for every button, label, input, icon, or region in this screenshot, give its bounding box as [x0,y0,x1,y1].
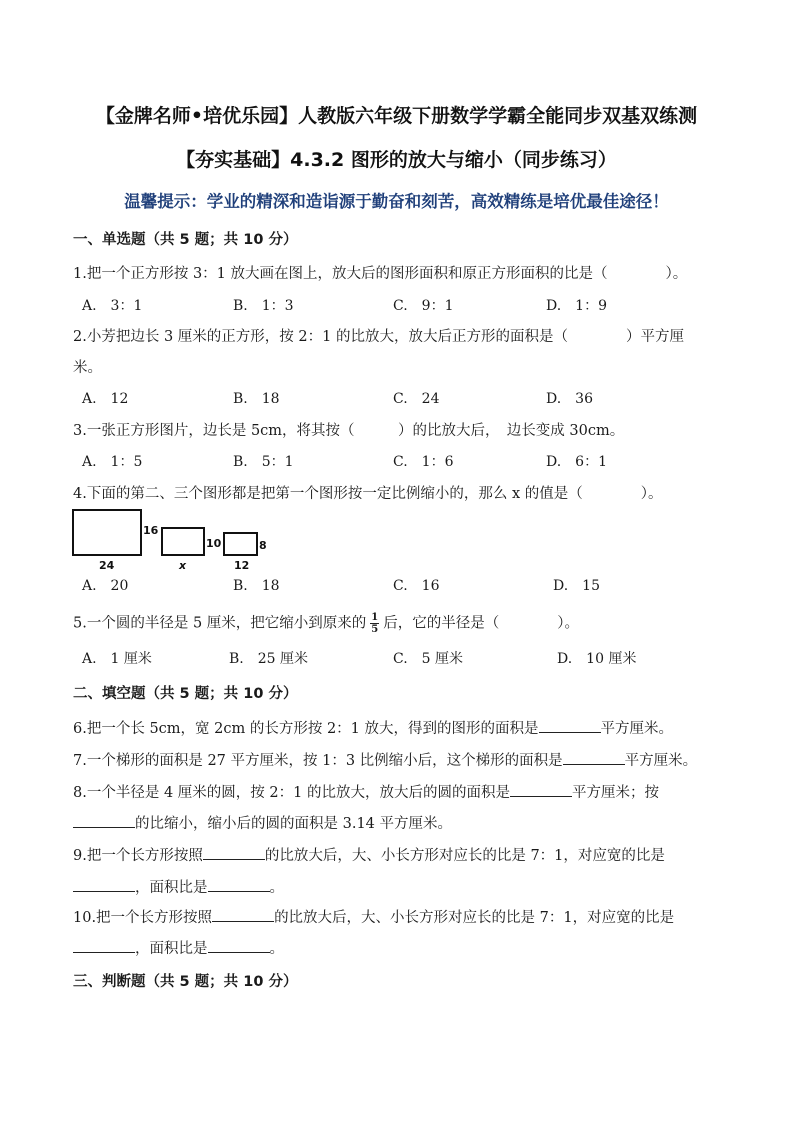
q1-option-c[interactable]: C. 9：1 [393,298,454,314]
q8-text-c: 的比缩小，缩小后的圆的面积是 3.14 平方厘米。 [135,816,453,832]
q8-answer-blank-2[interactable] [73,813,135,828]
q9-answer-blank-1[interactable] [203,845,265,860]
q4-text: 4.下面的第二、三个图形都是把第一个图形按一定比例缩小的，那么 x 的值是（ ）。 [73,486,663,502]
q1-option-b[interactable]: B. 1：3 [233,298,294,314]
q2-text-b: 米。 [73,360,102,376]
q4-label-medium-height: 10 [206,537,222,550]
q7-text-b: 平方厘米。 [624,753,698,769]
page-title-line2: 【夯实基础】4.3.2 图形的放大与缩小（同步练习） [176,149,617,171]
q2-text-a: 2.小芳把边长 3 厘米的正方形，按 2：1 的比放大，放大后正方形的面积是（ ）平方厘 [73,329,684,345]
q10-answer-blank-3[interactable] [208,938,270,953]
q10-text-a: 10.把一个长方形按照 [73,910,213,926]
q4-label-large-width: 24 [99,559,115,572]
q5-text-a: 5.一个圆的半径是 5 厘米，把它缩小到原来的 [73,615,367,632]
q2-option-d[interactable]: D. 36 [546,391,593,407]
q5-option-c[interactable]: C. 5 厘米 [393,651,464,667]
page-title-line1: 【金牌名师•培优乐园】人教版六年级下册数学学霸全能同步双基双练测 [95,105,698,127]
q4-rectangles-figure [72,508,272,572]
q10-text-c: ，面积比是 [135,941,208,957]
q4-rect-medium [162,528,204,555]
q4-label-small-height: 8 [259,539,267,552]
q7-text-a: 7.一个梯形的面积是 27 平方厘米，按 1：3 比例缩小后，这个梯形的面积是 [73,753,563,769]
q10-text-b: 的比放大后，大、小长方形对应长的比是 7：1，对应宽的比是 [274,910,675,926]
q5-option-d[interactable]: D. 10 厘米 [557,651,637,667]
q5-fraction-numerator: 1 [371,612,379,623]
q4-rect-large [73,510,141,555]
q2-option-b[interactable]: B. 18 [233,391,280,407]
q8-text-b: 平方厘米；按 [571,785,659,801]
q1-text: 1.把一个正方形按 3：1 放大画在图上，放大后的图形面积和原正方形面积的比是（ ）。 [73,266,688,282]
q4-label-large-height: 16 [143,524,159,537]
q4-rect-small [224,533,257,555]
q8-line2 [73,813,452,834]
section3-heading: 三、判断题（共 5 题；共 10 分） [73,974,298,990]
q5-text [73,612,579,635]
q4-option-d[interactable]: D. 15 [553,578,600,594]
q6-text-a: 6.把一个长 5cm，宽 2cm 的长方形按 2：1 放大，得到的图形的面积是 [73,721,539,737]
q9-line2 [73,877,284,898]
section2-heading: 二、填空题（共 5 题；共 10 分） [73,686,298,702]
q1-option-a[interactable]: A. 3：1 [82,298,143,314]
q5-text-b: 后，它的半径是（ ）。 [383,615,579,632]
q4-option-a[interactable]: A. 20 [82,578,129,594]
q10-line2 [73,938,284,959]
q4-option-b[interactable]: B. 18 [233,578,280,594]
q3-option-b[interactable]: B. 5：1 [233,454,294,470]
q9-text-a: 9.把一个长方形按照 [73,848,203,864]
q7-line [73,750,697,771]
q6-text-b: 平方厘米。 [600,721,674,737]
tip-banner: 温馨提示：学业的精深和造诣源于勤奋和刻苦，高效精练是培优最佳途径！ [124,192,669,211]
q3-option-a[interactable]: A. 1：5 [82,454,143,470]
q9-answer-blank-2[interactable] [73,877,135,892]
q5-option-a[interactable]: A. 1 厘米 [82,651,152,667]
q9-answer-blank-3[interactable] [208,877,270,892]
q9-text-d: 。 [269,880,284,896]
q3-text: 3.一张正方形图片，边长是 5cm，将其按（ ）的比放大后， 边长变成 30cm。 [73,423,625,439]
q7-answer-blank[interactable] [563,750,625,765]
q5-fraction-denominator: 5 [371,624,379,635]
q9-text-c: ，面积比是 [135,880,208,896]
q4-option-c[interactable]: C. 16 [393,578,440,594]
q6-line [73,718,673,739]
q4-label-medium-width: x [179,559,187,572]
q5-option-b[interactable]: B. 25 厘米 [229,651,309,667]
q5-fraction [370,612,379,635]
q8-line1 [73,782,659,803]
q3-option-d[interactable]: D. 6：1 [546,454,607,470]
q10-answer-blank-1[interactable] [212,907,274,922]
q9-line1 [73,845,665,866]
q6-answer-blank[interactable] [539,718,601,733]
q2-option-c[interactable]: C. 24 [393,391,440,407]
q9-text-b: 的比放大后，大、小长方形对应长的比是 7：1，对应宽的比是 [264,848,665,864]
q3-option-c[interactable]: C. 1：6 [393,454,454,470]
q10-text-d: 。 [269,941,284,957]
q2-option-a[interactable]: A. 12 [82,391,129,407]
q8-answer-blank-1[interactable] [510,782,572,797]
q8-text-a: 8.一个半径是 4 厘米的圆，按 2：1 的比放大，放大后的圆的面积是 [73,785,510,801]
q1-option-d[interactable]: D. 1：9 [546,298,607,314]
q4-label-small-width: 12 [234,559,250,572]
q10-answer-blank-2[interactable] [73,938,135,953]
section1-heading: 一、单选题（共 5 题；共 10 分） [73,232,298,248]
q10-line1 [73,907,674,928]
